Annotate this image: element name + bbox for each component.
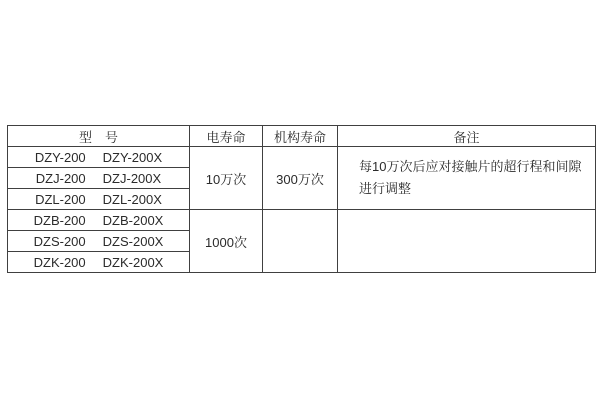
mechanical-life-value-group2: [263, 210, 338, 273]
model-cell-dzs: [8, 231, 190, 252]
model-name: DZB-200: [33, 212, 86, 228]
model-cell-dzj: [8, 168, 190, 189]
model-cell-dzy: [8, 147, 190, 168]
electrical-life-value-group1: 10万次: [190, 147, 263, 210]
model-name: DZJ-200: [35, 170, 86, 186]
model-name-x: DZY-200X: [102, 149, 163, 165]
relay-life-spec-table: [7, 125, 596, 273]
remarks-cell-group2: [338, 210, 596, 273]
electrical-life-value-group2: 1000次: [190, 210, 263, 273]
remarks-cell-group1: [338, 147, 596, 210]
col-header-remarks: 备注: [338, 126, 596, 147]
model-name: DZK-200: [33, 254, 86, 270]
remark-line-2: 进行调整: [359, 181, 412, 196]
remark-line-1: 每10万次后应对接触片的超行程和间隙: [359, 159, 582, 174]
model-name: DZS-200: [33, 233, 86, 249]
model-name-x: DZJ-200X: [102, 170, 162, 186]
col-header-model: 型 号: [8, 126, 190, 147]
col-header-mechanical-life: 机构寿命: [263, 126, 338, 147]
table-row-dzy: [8, 147, 596, 168]
model-cell-dzl: [8, 189, 190, 210]
mechanical-life-value-group1: 300万次: [263, 147, 338, 210]
model-name-x: DZB-200X: [102, 212, 164, 228]
model-name: DZY-200: [34, 149, 86, 165]
header-row: [8, 126, 596, 147]
table-row-dzb: [8, 210, 596, 231]
model-name-x: DZL-200X: [102, 191, 162, 207]
model-name-x: DZS-200X: [102, 233, 164, 249]
model-name: DZL-200: [35, 191, 86, 207]
model-cell-dzk: [8, 252, 190, 273]
model-cell-dzb: [8, 210, 190, 231]
model-name-x: DZK-200X: [102, 254, 164, 270]
col-header-electrical-life: 电寿命: [190, 126, 263, 147]
